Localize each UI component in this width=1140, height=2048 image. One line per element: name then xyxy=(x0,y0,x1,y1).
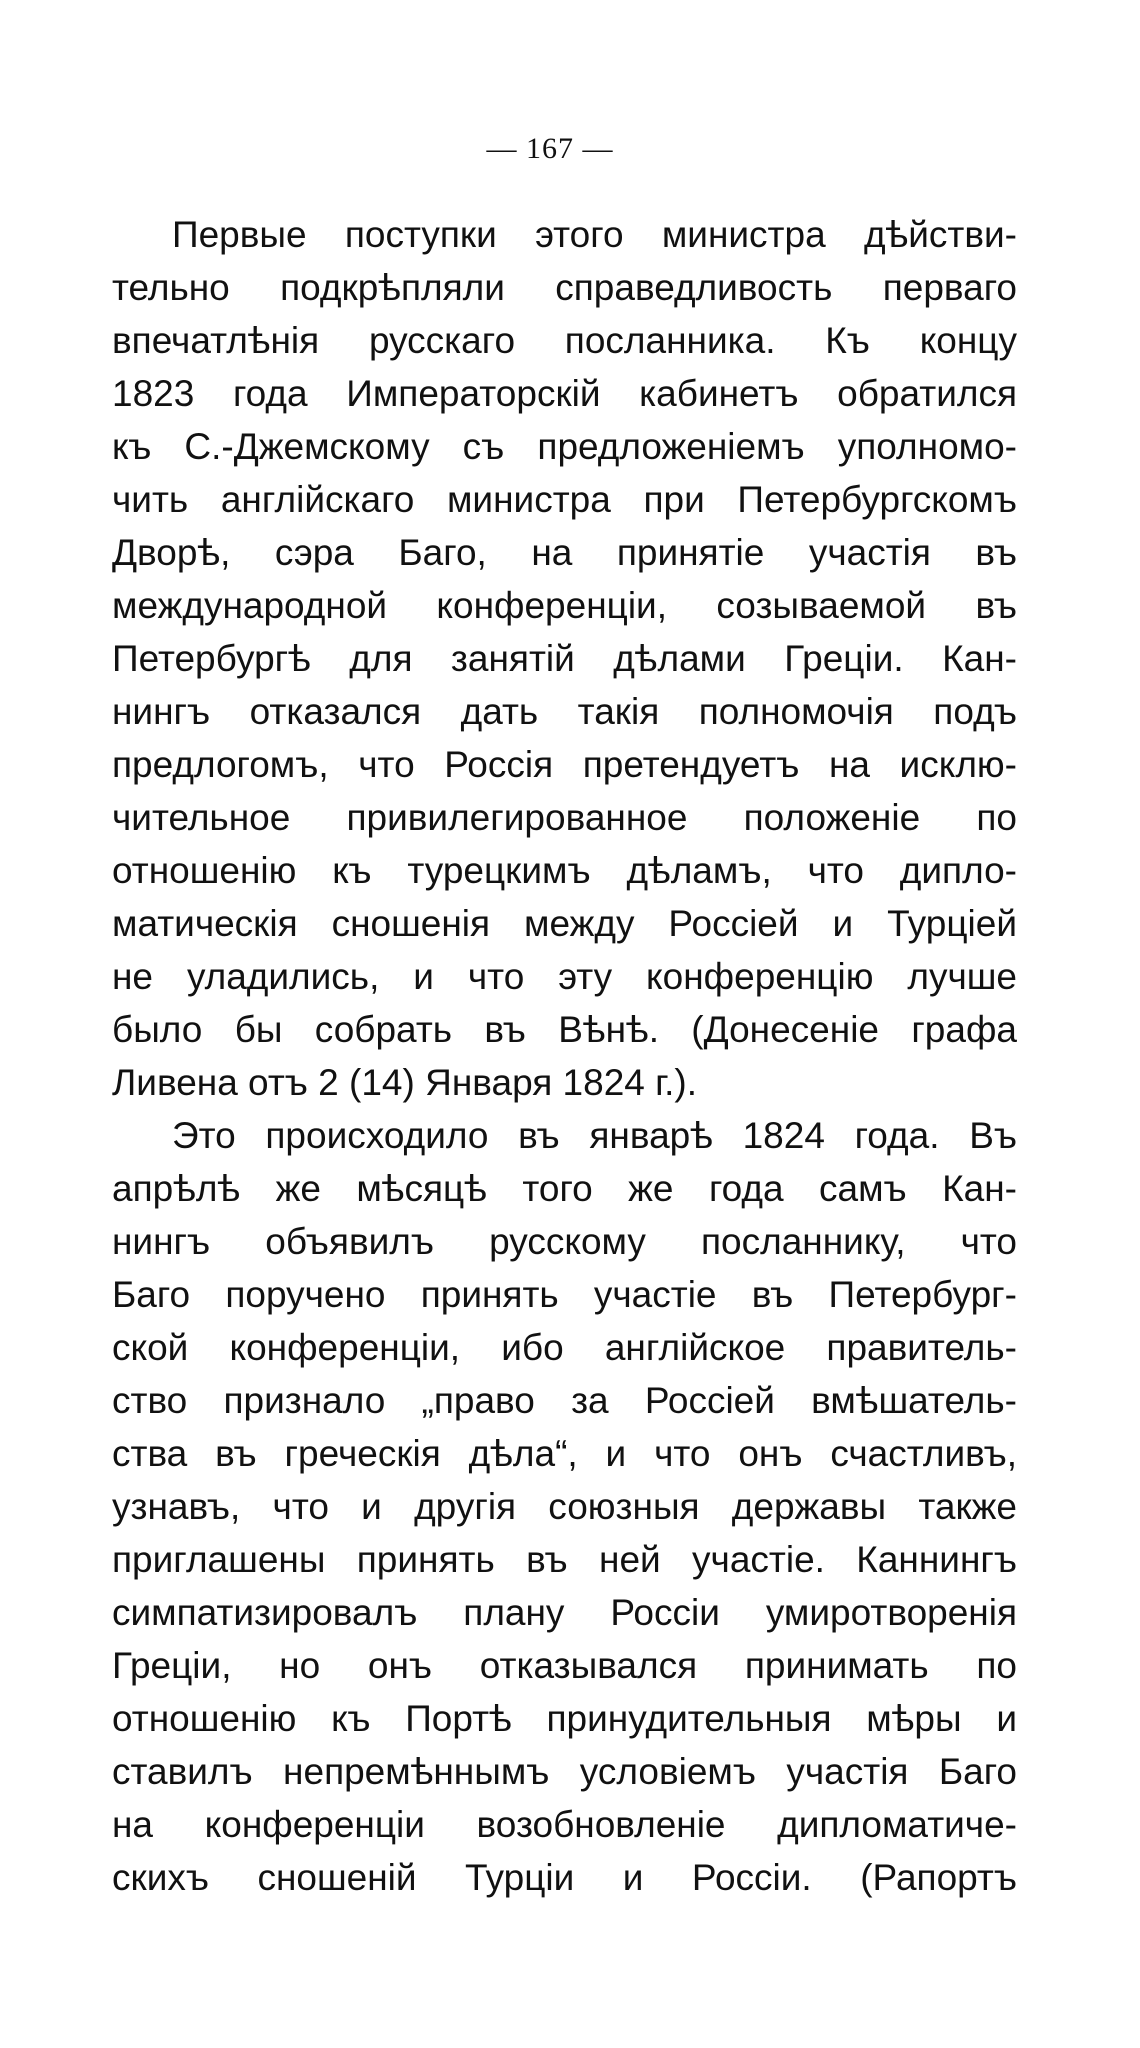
text-line: отношенію къ Портѣ принудительныя мѣры и xyxy=(112,1698,1017,1739)
text-line: было бы собрать въ Вѣнѣ. (Донесеніе графа xyxy=(112,1009,1017,1050)
body-text xyxy=(112,208,1017,1904)
text-line: Дворѣ, сэра Баго, на принятіе участія въ xyxy=(112,532,1017,573)
text-line: тельно подкрѣпляли справедливость перваго xyxy=(112,267,1017,308)
paragraph-1 xyxy=(112,208,1017,1109)
text-line: 1823 года Императорскій кабинетъ обратился xyxy=(112,373,1017,414)
paragraph-2 xyxy=(112,1109,1017,1904)
text-line: Греціи, но онъ отказывался принимать по xyxy=(112,1645,1017,1686)
page-number: — 167 — xyxy=(486,132,614,165)
text-line: на конференціи возобновленіе дипломатиче- xyxy=(112,1804,1017,1845)
text-line: Баго поручено принять участіе въ Петербург- xyxy=(112,1274,1017,1315)
text-line: международной конференціи, созываемой въ xyxy=(112,585,1017,626)
text-line: ства въ греческія дѣла“, и что онъ счастливъ, xyxy=(112,1433,1017,1474)
text-line: впечатлѣнія русскаго посланника. Къ концу xyxy=(112,320,1017,361)
text-line: симпатизировалъ плану Россіи умиротворенія xyxy=(112,1592,1017,1633)
text-line: матическія сношенія между Россіей и Турціей xyxy=(112,903,1017,944)
text-line: нингъ отказался дать такія полномочія подъ xyxy=(112,691,1017,732)
text-line: узнавъ, что и другія союзныя державы также xyxy=(112,1486,1017,1527)
text-line: ской конференціи, ибо англійское правитель- xyxy=(112,1327,1017,1368)
text-line: чительное привилегированное положеніе по xyxy=(112,797,1017,838)
text-line: приглашены принять въ ней участіе. Каннингъ xyxy=(112,1539,1017,1580)
text-line: Ливена отъ 2 (14) Января 1824 г.). xyxy=(112,1062,698,1103)
text-line: отношенію къ турецкимъ дѣламъ, что дипло- xyxy=(112,850,1017,891)
text-line: Первые поступки этого министра дѣйстви- xyxy=(172,214,1017,255)
text-line: къ С.-Джемскому съ предложеніемъ уполномо- xyxy=(112,426,1017,467)
text-line: апрѣлѣ же мѣсяцѣ того же года самъ Кан- xyxy=(112,1168,1017,1209)
text-line: предлогомъ, что Россія претендуетъ на исклю- xyxy=(112,744,1017,785)
text-line: ставилъ непремѣннымъ условіемъ участія Баго xyxy=(112,1751,1017,1792)
text-line: скихъ сношеній Турціи и Россіи. (Рапортъ xyxy=(112,1857,1017,1898)
text-line: ство признало „право за Россіей вмѣшатель- xyxy=(112,1380,1017,1421)
text-line: Это происходило въ январѣ 1824 года. Въ xyxy=(172,1115,1017,1156)
text-line: не уладились, и что эту конференцію лучше xyxy=(112,956,1017,997)
text-line: нингъ объявилъ русскому посланнику, что xyxy=(112,1221,1017,1262)
text-line: Петербургѣ для занятій дѣлами Греціи. Кан- xyxy=(112,638,1017,679)
text-line: чить англійскаго министра при Петербургскомъ xyxy=(112,479,1017,520)
